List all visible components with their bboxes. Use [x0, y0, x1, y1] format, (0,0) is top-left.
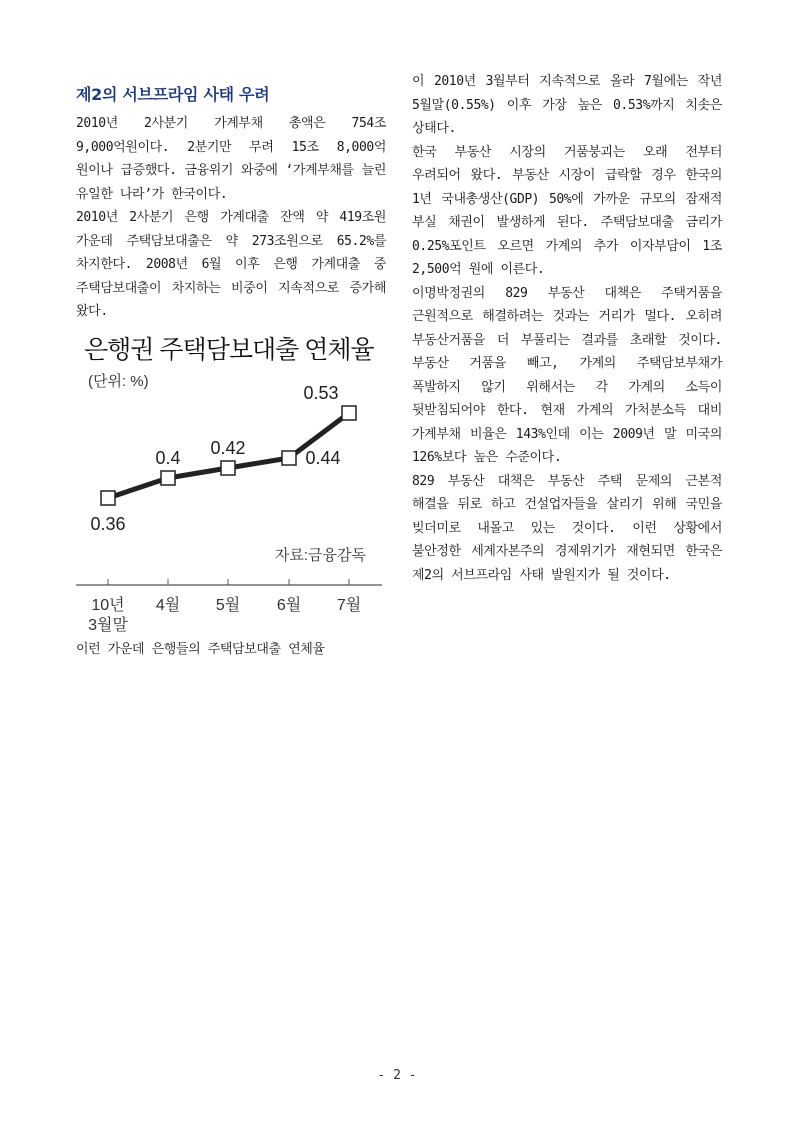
data-point: [282, 451, 296, 465]
data-point: [161, 471, 175, 485]
paragraph-bubble-collapse: 한국 부동산 시장의 거품붕괴는 오래 전부터 우려되어 왔다. 부동산 시장이 급락할 경우 한국의 1년 국내총생산(GDP) 50%에 가까운 규모의 잠재적 부실 채권이 발생하게 된다. 주택담보대출 금리가 0.25%포인트 오르면 가계의 추가 이자부담이 1조 2,500억 원에 이른다.: [412, 144, 722, 277]
x-tick-label: 10년: [91, 596, 125, 614]
data-point: [342, 406, 356, 420]
data-label: 0.4: [155, 447, 181, 468]
page-number: - 2 -: [377, 1068, 417, 1083]
x-tick-label: 5월: [215, 596, 241, 614]
x-tick-label: 7월: [336, 596, 362, 614]
data-point: [101, 491, 115, 505]
paragraph-delinquency-intro: 이런 가운데 은행들의 주택담보대출 연체율: [76, 641, 325, 657]
paragraph-delinquency-rate: 이 2010년 3월부터 지속적으로 올라 7월에는 작년 5월말(0.55%) 이후 가장 높은 0.53%까지 치솟은 상태다.: [412, 74, 722, 136]
x-tick-label: 3월말: [88, 616, 128, 634]
left-column: [76, 70, 386, 661]
paragraph-conclusion: 829 부동산 대책은 부동산 주택 문제의 근본적 해결을 뒤로 하고 건설업자들을 살리기 위해 국민을 빚더미로 내몰고 있는 것이다. 이런 상황에서 불안정한 세계자본주의 경제위기가 재현되면 한국은 제2의 서브프라임 사태 발원지가 될 것이다.: [412, 473, 722, 583]
delinquency-chart: [76, 328, 386, 638]
data-label: 0.44: [305, 447, 341, 468]
right-column: [412, 70, 722, 587]
x-tick-label: 4월: [155, 596, 181, 614]
x-tick-label: 6월: [276, 596, 302, 614]
data-label: 0.36: [90, 513, 126, 534]
paragraph-debt-total: 2010년 2사분기 가계부채 총액은 754조 9,000억원이다. 2분기만 무려 15조 8,000억 원이나 급증했다. 금융위기 와중에 ‘가계부채를 늘린 유일한 나라’가 한국이다.: [76, 116, 386, 202]
section-heading: 제2의 서브프라임 사태 우려: [76, 85, 270, 104]
data-label: 0.42: [210, 437, 246, 458]
delinquency-chart-svg: [76, 328, 386, 638]
chart-subtitle: (단위: %): [88, 372, 149, 390]
chart-source: 자료:금융감독: [274, 546, 366, 564]
paragraph-mortgage-share: 2010년 2사분기 은행 가계대출 잔액 약 419조원 가운데 주택담보대출은 약 273조원으로 65.2%를 차지한다. 2008년 6월 이후 은행 가계대출 중 주택담보대출이 차지하는 비중이 지속적으로 증가해 왔다.: [76, 210, 386, 319]
data-label: 0.53: [303, 382, 339, 403]
chart-title: 은행권 주택담보대출 연체율: [84, 335, 374, 364]
data-point: [221, 461, 235, 475]
paragraph-829-policy: 이명박정권의 829 부동산 대책은 주택거품을 근원적으로 해결하려는 것과는 거리가 멀다. 오히려 부동산거품을 더 부풀리는 결과를 초래할 것이다. 부동산 거품을 빼고, 가계의 주택담보부채가 폭발하지 않기 위해서는 각 가계의 소득이 뒷받침되어야 한다. 현재 가계의 가처분소득 대비 가계부채 비율은 143%인데 이는 2009년 말 미국의 126%보다 높은 수준이다.: [412, 285, 722, 465]
